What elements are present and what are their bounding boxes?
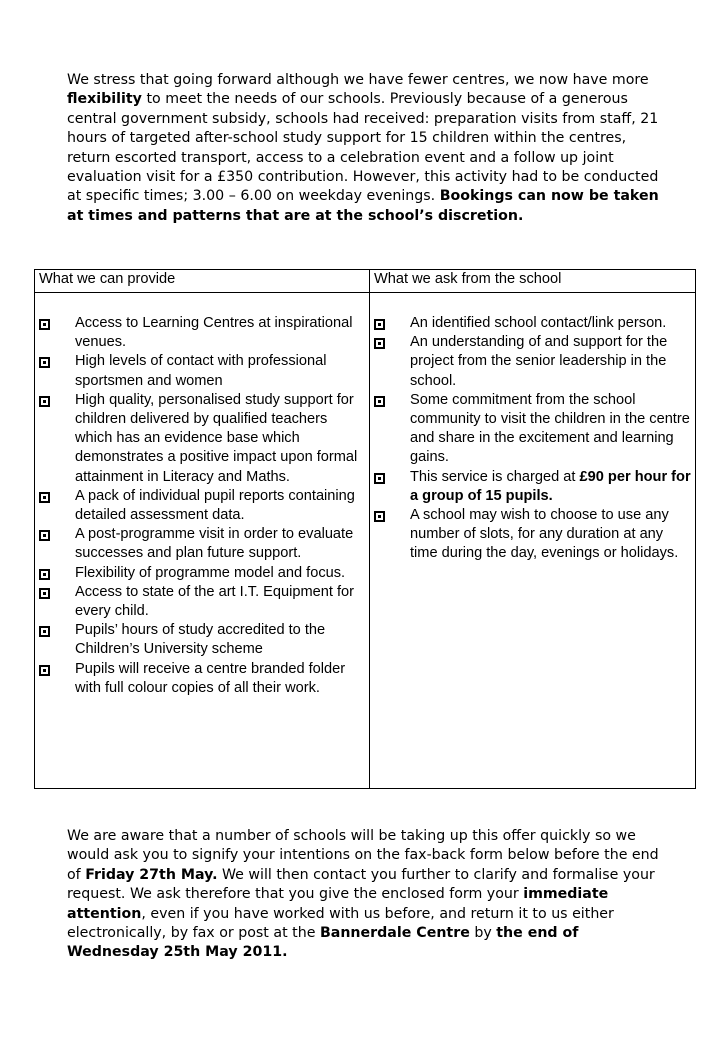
outro-text-2: We will then contact you further to clarify and formalise your request. We ask therefore that you give the enclosed form your [67, 866, 655, 903]
list-item-text: An understanding of and support for the project from the senior leadership in the school. [410, 334, 668, 389]
list-item [75, 583, 361, 621]
list-item [410, 333, 693, 391]
square-bullet-icon [374, 319, 385, 330]
list-item [410, 314, 693, 333]
list-item-text: Flexibility of programme model and focus. [75, 564, 346, 581]
square-bullet-icon [374, 338, 385, 349]
list-item [75, 621, 361, 659]
intro-text-1: We stress that going forward although we have fewer centres, we now have more [67, 72, 649, 88]
list-item-text: High levels of contact with professional sportsmen and women [75, 353, 327, 389]
intro-bold-bookings: Bookings can now be taken at times and patterns that are at the school’s discretion. [67, 188, 659, 224]
square-bullet-icon [39, 530, 50, 541]
closing-paragraph [67, 827, 667, 963]
square-bullet-icon [374, 473, 385, 484]
outro-bold-centre: Bannerdale Centre [319, 925, 470, 942]
list-item-price: £90 per hour for a group of 15 pupils. [410, 468, 691, 504]
table-body-row [35, 293, 696, 789]
square-bullet-icon [39, 626, 50, 637]
outro-text-4: by [469, 925, 497, 942]
list-item [75, 525, 361, 563]
list-item-text: Pupils will receive a centre branded folder with full colour copies of all their work. [75, 660, 346, 696]
provide-cell [35, 293, 370, 789]
square-bullet-icon [39, 665, 50, 676]
square-bullet-icon [374, 396, 385, 407]
list-item [410, 468, 693, 506]
list-item-text: Pupils’ hours of study accredited to the Children’s University scheme [75, 622, 326, 658]
list-item-text: A pack of individual pupil reports containing detailed assessment data. [75, 487, 355, 524]
list-item [75, 660, 361, 698]
square-bullet-icon [39, 492, 50, 503]
list-item [75, 352, 361, 390]
square-bullet-icon [39, 319, 50, 330]
header-what-we-provide: What we can provide [35, 270, 370, 293]
header-what-we-ask: What we ask from the school [370, 270, 696, 293]
list-item-text: A school may wish to choose to use any number of slots, for any duration at any time during the day, evenings or holidays. [410, 507, 679, 562]
square-bullet-icon [374, 511, 385, 522]
intro-bold-flexibility: flexibility [67, 91, 142, 108]
outro-bold-deadline-friday: Friday 27th May. [85, 866, 218, 883]
square-bullet-icon [39, 588, 50, 599]
outro-text-3: , even if you have worked with us before, and return it to us either electronically, by fax or post at the [67, 905, 614, 942]
intro-text-2: to meet the needs of our schools. Previously because of a generous central government subsidy, schools had received: preparation visits from staff, 21 hours of targeted after-school study support for 15 children within the centres, return escorted transport, access to a celebration event and a follow up joint evaluation visit for a £350 contribution. However, this activity had to be conducted at specific times; 3.00 – 6.00 on weekday evenings. [67, 91, 659, 205]
square-bullet-icon [39, 569, 50, 580]
provision-table [34, 269, 696, 789]
list-item-text: High quality, personalised study support for children delivered by qualified teachers which has an evidence base which demonstrates a positive impact upon formal attainment in Literacy and Maths. [75, 391, 358, 485]
ask-list [370, 293, 695, 564]
list-item [410, 391, 693, 468]
list-item-text: Access to state of the art I.T. Equipment for every child. [75, 583, 355, 620]
list-item [75, 564, 361, 583]
outro-text-1: We are aware that a number of schools will be taking up this offer quickly so we would ask you to signify your intentions on the fax-back form below before the end of [67, 828, 659, 883]
list-item [410, 506, 693, 564]
outro-bold-immediate-attention: immediate attention [67, 886, 609, 922]
square-bullet-icon [39, 357, 50, 368]
list-item [75, 487, 361, 525]
table-header-row [35, 270, 696, 293]
list-item [75, 314, 361, 352]
list-item-text: A post-programme visit in order to evaluate successes and plan future support. [75, 526, 354, 562]
intro-paragraph [67, 71, 667, 226]
list-item-text: Access to Learning Centres at inspirational venues. [75, 315, 353, 351]
ask-cell [370, 293, 696, 789]
outro-bold-final-deadline: the end of Wednesday 25th May 2011. [67, 925, 579, 961]
list-item-text: Some commitment from the school community to visit the children in the centre and share in the excitement and learning gains. [410, 391, 690, 466]
square-bullet-icon [39, 396, 50, 407]
provide-list [35, 293, 369, 698]
list-item-text: An identified school contact/link person. [410, 315, 667, 331]
list-item [75, 391, 361, 487]
list-item-text: This service is charged at [410, 468, 580, 485]
